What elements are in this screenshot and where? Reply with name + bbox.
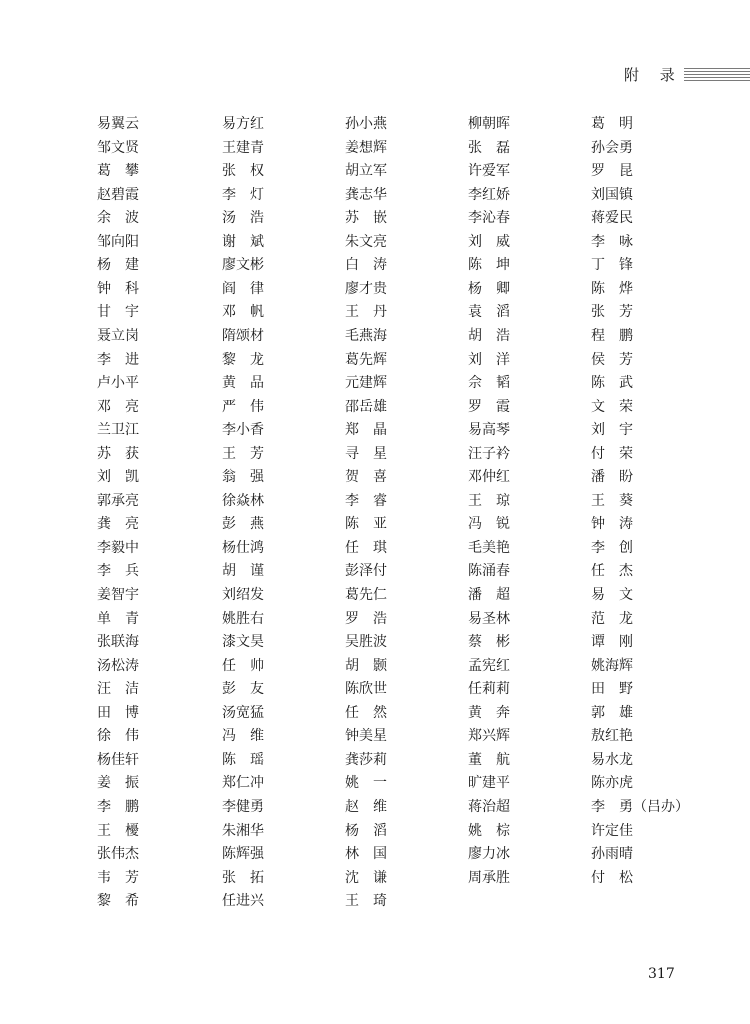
name-entry: 李 睿: [345, 492, 387, 509]
name-entry: 王 櫌: [97, 822, 139, 839]
name-entry: 邓 帆: [222, 304, 264, 321]
name-entry: 邹文贤: [97, 139, 139, 156]
name-entry: 李小香: [222, 422, 264, 439]
name-entry: 元建辉: [345, 375, 387, 392]
name-entry: 杨 滔: [345, 822, 387, 839]
name-entry: 刘国镇: [591, 186, 633, 203]
name-entry: 郑兴辉: [468, 728, 510, 745]
name-entry: 陈涌春: [468, 563, 510, 580]
name-entry: 王 琼: [468, 492, 510, 509]
name-entry: 易水龙: [591, 751, 633, 768]
name-entry: 旷建平: [468, 775, 510, 792]
name-entry: 易圣林: [468, 610, 510, 627]
name-entry: 易高琴: [468, 422, 510, 439]
name-entry: 赵碧霞: [97, 186, 139, 203]
name-entry: 姜 振: [97, 775, 139, 792]
name-entry: 黄 奔: [468, 704, 510, 721]
name-entry: 彭 友: [222, 681, 264, 698]
name-entry: 佘 韬: [468, 375, 510, 392]
page-number: 317: [648, 966, 675, 982]
name-entry: 刘 洋: [468, 351, 510, 368]
name-entry: 廖力冰: [468, 846, 510, 863]
name-entry: 范 龙: [591, 610, 633, 627]
name-entry: 陈欣世: [345, 681, 387, 698]
name-entry: 陈 瑶: [222, 751, 264, 768]
name-entry: 冯 锐: [468, 516, 510, 533]
name-entry: 贺 喜: [345, 469, 387, 486]
name-entry: 沈 谦: [345, 869, 387, 886]
name-entry: 葛先仁: [345, 587, 387, 603]
name-entry: 柳朝晖: [468, 116, 510, 132]
name-entry: 白 涛: [345, 257, 387, 274]
name-entry: 胡立军: [345, 163, 387, 180]
name-entry: 谢 斌: [222, 233, 264, 250]
name-entry: 王 葵: [591, 492, 633, 509]
name-entry: 隋颂材: [222, 327, 264, 344]
name-entry: 邹向阳: [97, 233, 139, 250]
name-entry: 汪子衿: [468, 445, 510, 462]
name-entry: 周承胜: [468, 869, 510, 886]
name-entry: 孙会勇: [591, 139, 633, 156]
name-entry: 付 松: [591, 869, 633, 886]
name-entry: 陈 坤: [468, 257, 510, 274]
name-entry: 葛 明: [591, 116, 633, 132]
name-entry: 朱文亮: [345, 233, 387, 250]
name-entry: 李红娇: [468, 186, 510, 203]
name-entry: 甘 宇: [97, 304, 139, 321]
name-entry: 黄 品: [222, 375, 264, 392]
name-entry: 任 杰: [591, 563, 633, 580]
name-entry: 李 兵: [97, 563, 139, 580]
name-entry: 李沁春: [468, 210, 510, 227]
name-entry: 胡 谨: [222, 563, 264, 580]
name-entry: 冯 维: [222, 728, 264, 745]
name-entry: 王建青: [222, 139, 264, 156]
name-entry: 潘 超: [468, 587, 510, 603]
name-entry: 杨佳轩: [97, 751, 139, 768]
name-entry: 杨 卿: [468, 280, 510, 297]
name-entry: 黎 龙: [222, 351, 264, 368]
name-entry: 余 波: [97, 210, 139, 227]
name-entry: 张联海: [97, 634, 139, 651]
name-entry: 姚 棕: [468, 822, 510, 839]
name-entry: 罗 昆: [591, 163, 633, 180]
name-entry: 李 创: [591, 539, 633, 556]
name-entry: 田 博: [97, 704, 139, 721]
name-entry: 刘 宇: [591, 422, 633, 439]
name-entry: 张 磊: [468, 139, 510, 156]
name-entry: 林 国: [345, 846, 387, 863]
name-entry: 单 青: [97, 610, 139, 627]
name-entry: 胡 浩: [468, 327, 510, 344]
name-entry: 钟 科: [97, 280, 139, 297]
name-entry: 付 荣: [591, 445, 633, 462]
name-entry: 兰卫江: [97, 422, 139, 439]
name-entry: 张伟杰: [97, 846, 139, 863]
name-entry: 龚 亮: [97, 516, 139, 533]
name-entry: 郑仁冲: [222, 775, 264, 792]
name-entry: 敖红艳: [591, 728, 633, 745]
name-entry: 任 琪: [345, 539, 387, 556]
name-entry: 邵岳雄: [345, 398, 387, 415]
name-entry: 赵 维: [345, 798, 387, 815]
name-entry: 董 航: [468, 751, 510, 768]
name-entry: 姜想辉: [345, 139, 387, 156]
name-entry: 任莉莉: [468, 681, 510, 698]
name-entry: 王 芳: [222, 445, 264, 462]
name-entry: 徐 伟: [97, 728, 139, 745]
name-entry: 杨仕鸿: [222, 539, 264, 556]
name-entry: 李 进: [97, 351, 139, 368]
name-entry: 龚莎莉: [345, 751, 387, 768]
name-entry: 蒋治超: [468, 798, 510, 815]
name-entry: 陈辉强: [222, 846, 264, 863]
name-entry: 孙小燕: [345, 116, 387, 132]
name-entry: 葛 攀: [97, 163, 139, 180]
name-entry: 张 芳: [591, 304, 633, 321]
name-entry: 漆文昊: [222, 634, 264, 651]
name-entry: 陈亦虎: [591, 775, 633, 792]
name-entry: 李毅中: [97, 539, 139, 556]
name-entry: 潘 盼: [591, 469, 633, 486]
name-entry: 蔡 彬: [468, 634, 510, 651]
name-entry: 吴胜波: [345, 634, 387, 651]
name-entry: 李健勇: [222, 798, 264, 815]
name-entry: 蒋爱民: [591, 210, 633, 227]
name-entry: 文 荣: [591, 398, 633, 415]
name-entry: 任 帅: [222, 657, 264, 674]
name-entry: 黎 希: [97, 893, 139, 910]
name-entry: 汤 浩: [222, 210, 264, 227]
name-entry: 朱湘华: [222, 822, 264, 839]
header-decorative-rule: [684, 68, 750, 82]
name-entry: 易翼云: [97, 116, 139, 132]
name-entry: 张 权: [222, 163, 264, 180]
name-entry: 孟宪红: [468, 657, 510, 674]
name-entry: 韦 芳: [97, 869, 139, 886]
name-entry: 钟 涛: [591, 516, 633, 533]
name-entry: 苏 获: [97, 445, 139, 462]
name-entry: 任 然: [345, 704, 387, 721]
name-entry: 刘 凯: [97, 469, 139, 486]
name-entry: 徐焱林: [222, 492, 264, 509]
name-entry: 严 伟: [222, 398, 264, 415]
name-entry: 郭 雄: [591, 704, 633, 721]
name-entry: 汪 洁: [97, 681, 139, 698]
name-entry: 翁 强: [222, 469, 264, 486]
name-entry: 姚 一: [345, 775, 387, 792]
name-entry: 苏 嵌: [345, 210, 387, 227]
name-entry: 龚志华: [345, 186, 387, 203]
name-entry: 汤松涛: [97, 657, 139, 674]
name-entry: 阎 律: [222, 280, 264, 297]
name-entry: 葛先辉: [345, 351, 387, 368]
name-entry: 钟美星: [345, 728, 387, 745]
name-entry: 田 野: [591, 681, 633, 698]
name-entry: 袁 滔: [468, 304, 510, 321]
name-entry: 刘绍发: [222, 587, 264, 603]
name-entry: 易 文: [591, 587, 633, 603]
name-entry: 胡 颢: [345, 657, 387, 674]
name-entry: 谭 刚: [591, 634, 633, 651]
name-entry: 聂立岗: [97, 327, 139, 344]
name-entry: 陈 武: [591, 375, 633, 392]
name-entry: 杨 建: [97, 257, 139, 274]
name-entry: 李 勇（吕办）: [591, 798, 689, 815]
name-entry: 许定佳: [591, 822, 633, 839]
name-entry: 罗 霞: [468, 398, 510, 415]
name-entry: 王 丹: [345, 304, 387, 321]
name-entry: 郭承亮: [97, 492, 139, 509]
name-entry: 李 鹏: [97, 798, 139, 815]
name-entry: 王 琦: [345, 893, 387, 910]
name-entry: 罗 浩: [345, 610, 387, 627]
name-entry: 易方红: [222, 116, 264, 132]
name-entry: 孙雨晴: [591, 846, 633, 863]
name-entry: 丁 锋: [591, 257, 633, 274]
name-entry: 侯 芳: [591, 351, 633, 368]
name-entry: 姚海辉: [591, 657, 633, 674]
name-entry: 彭 燕: [222, 516, 264, 533]
name-entry: 程 鹏: [591, 327, 633, 344]
name-entry: 毛燕海: [345, 327, 387, 344]
name-entry: 张 拓: [222, 869, 264, 886]
name-entry: 廖才贵: [345, 280, 387, 297]
name-entry: 毛美艳: [468, 539, 510, 556]
name-entry: 彭泽付: [345, 563, 387, 580]
name-entry: 邓 亮: [97, 398, 139, 415]
name-entry: 任进兴: [222, 893, 264, 910]
name-entry: 姚胜右: [222, 610, 264, 627]
name-entry: 邓仲红: [468, 469, 510, 486]
name-entry: 许爱军: [468, 163, 510, 180]
name-entry: 郑 晶: [345, 422, 387, 439]
name-entry: 廖文彬: [222, 257, 264, 274]
header-title: 附 录: [624, 66, 683, 84]
name-entry: 李 灯: [222, 186, 264, 203]
name-entry: 李 咏: [591, 233, 633, 250]
name-entry: 陈 烨: [591, 280, 633, 297]
name-entry: 陈 亚: [345, 516, 387, 533]
running-header: [0, 62, 750, 88]
name-entry: 汤宽猛: [222, 704, 264, 721]
name-entry: 姜智宇: [97, 587, 139, 603]
name-entry: 寻 星: [345, 445, 387, 462]
name-entry: 刘 威: [468, 233, 510, 250]
name-entry: 卢小平: [97, 375, 139, 392]
